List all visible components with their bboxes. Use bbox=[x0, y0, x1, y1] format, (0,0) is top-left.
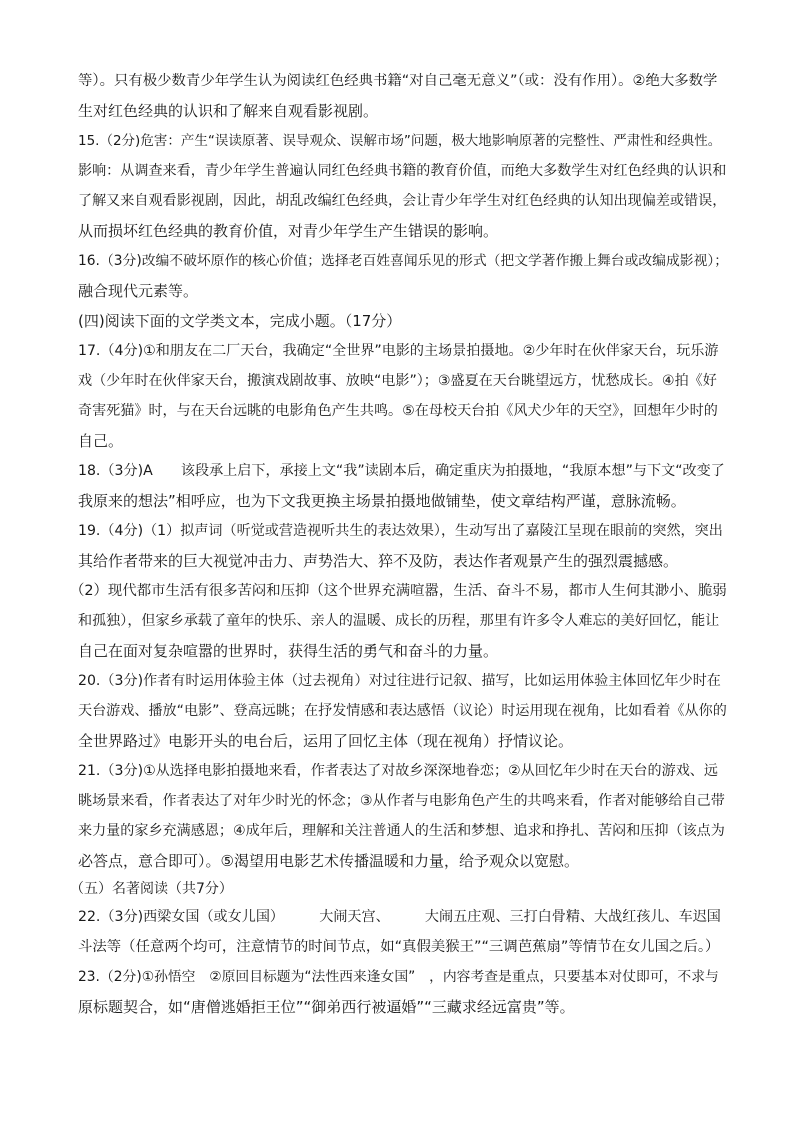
text-line: 戏（少年时在伙伴家天台，搬演戏剧故事、放映“电影”）；③盛夏在天台眺望远方，忧愁成长。④拍《好 bbox=[78, 373, 717, 389]
answer-22-line: 22.（3分)西梁女国（或女儿国） 大闹天宫、 大闹五庄观、三打白骨精、大战红孩儿、车迟国 bbox=[78, 909, 721, 925]
text-line: 必答点，意合即可）。⑤渴望用电影艺术传播温暖和力量，给予观众以宽慰。 bbox=[78, 852, 579, 870]
answer-19-line: 19.（4分)（1）拟声词（听觉或营造视听共生的表达效果），生动写出了嘉陵江呈现在眼前的突然，突出 bbox=[78, 523, 723, 539]
text-line: 斗法等（任意两个均可，注意情节的时间节点，如“真假美猴王”“三调芭蕉扇”等情节在女儿国之后。） bbox=[78, 939, 720, 955]
section-heading-4: (四)阅读下面的文学类文本，完成小题。（17分） bbox=[78, 312, 402, 330]
text-line: 自己。 bbox=[78, 432, 124, 450]
text-line: 生对红色经典的认识和了解来自观看影视剧。 bbox=[78, 102, 379, 120]
text-line: 天台游戏、播放“电影”、登高远眺；在抒发情感和表达感悟（议论）时运用现在视角，比如看着《从你的 bbox=[78, 703, 727, 719]
text-line: 其给作者带来的巨大视觉冲击力、声势浩大、猝不及防，表达作者观景产生的强烈震撼感。 bbox=[78, 552, 679, 570]
text-line: 眺场景来看，作者表达了对年少时光的怀念；③从作者与电影角色产生的共鸣来看，作者对能够给自己带 bbox=[78, 793, 725, 809]
answer-20-line: 20.（3分)作者有时运用体验主体（过去视角）对过往进行记叙、描写，比如运用体验主体回忆年少时在 bbox=[78, 673, 721, 689]
document-page bbox=[70, 66, 729, 1022]
text-line: 等）。只有极少数青少年学生认为阅读红色经典书籍“对自己毫无意义”（或：没有作用）。②绝大多数学 bbox=[78, 73, 718, 89]
answer-15-line: 15.（2分)危害：产生“误读原著、误导观众、误解市场”问题，极大地影响原著的完整性、严肃性和经典性。 bbox=[78, 133, 722, 149]
text-line: 原标题契合，如“唐僧逃婚拒王位”“御弟西行被逼婚”“三藏求经远富贵”等。 bbox=[78, 998, 575, 1016]
text-line: 从而损坏红色经典的教育价值，对青少年学生产生错误的影响。 bbox=[78, 222, 499, 240]
text-line: 自己在面对复杂喧嚣的世界时，获得生活的勇气和奋斗的力量。 bbox=[78, 642, 499, 660]
answer-16-line: 16.（3分)改编不破坏原作的核心价值；选择老百姓喜闻乐见的形式（把文学著作搬上舞台或改编成影视）； bbox=[78, 253, 729, 269]
text-line: 影响：从调查来看，青少年学生普遍认同红色经典书籍的教育价值，而绝大多数学生对红色经典的认识和 bbox=[78, 163, 727, 179]
answer-23-line: 23.（2分)①孙悟空 ②原回目标题为“法性西来逢女国” ，内容考查是重点，只要基本对仗即可，不求与 bbox=[78, 969, 719, 985]
answer-21-line: 21.（3分)①从选择电影拍摄地来看，作者表达了对故乡深深地眷恋；②从回忆年少时在天台的游戏、远 bbox=[78, 763, 718, 779]
text-line: 来力量的家乡充满感恩；④成年后，理解和关注普通人的生活和梦想、追求和挣扎、苦闷和压抑（该点为 bbox=[78, 823, 725, 839]
text-line: 融合现代元素等。 bbox=[78, 282, 199, 300]
answer-17-line: 17.（4分)①和朋友在二厂天台，我确定“全世界”电影的主场景拍摄地。②少年时在伙伴家天台，玩乐游 bbox=[78, 343, 719, 359]
text-line: （2）现代都市生活有很多苦闷和压抑（这个世界充满喧嚣，生活、奋斗不易，都市人生何其渺小、脆弱 bbox=[70, 583, 727, 599]
text-line: 我原来的想法”相呼应，也为下文我更换主场景拍摄地做铺垫，使文章结构严谨，意脉流畅。 bbox=[78, 492, 686, 510]
text-line: 了解又来自观看影视剧，因此，胡乱改编红色经典，会让青少年学生对红色经典的认知出现偏差或错误， bbox=[78, 193, 727, 209]
text-line: 和孤独），但家乡承载了童年的快乐、亲人的温暖、成长的历程，那里有许多令人难忘的美好回忆，能让 bbox=[78, 613, 720, 629]
answer-18-line: 18.（3分)A 该段承上启下，承接上文“我”读剧本后，确定重庆为拍摄地，“我原本想”与下文“改变了 bbox=[78, 463, 725, 479]
text-line: 奇害死猫》时，与在天台远眺的电影角色产生共鸣。⑤在母校天台拍《风犬少年的天空》，回想年少时的 bbox=[78, 403, 718, 419]
text-line: 全世界路过》电影开头的电台后，运用了回忆主体（现在视角）抒情议论。 bbox=[78, 732, 574, 750]
section-heading-5: （五）名著阅读（共7分） bbox=[70, 881, 233, 897]
